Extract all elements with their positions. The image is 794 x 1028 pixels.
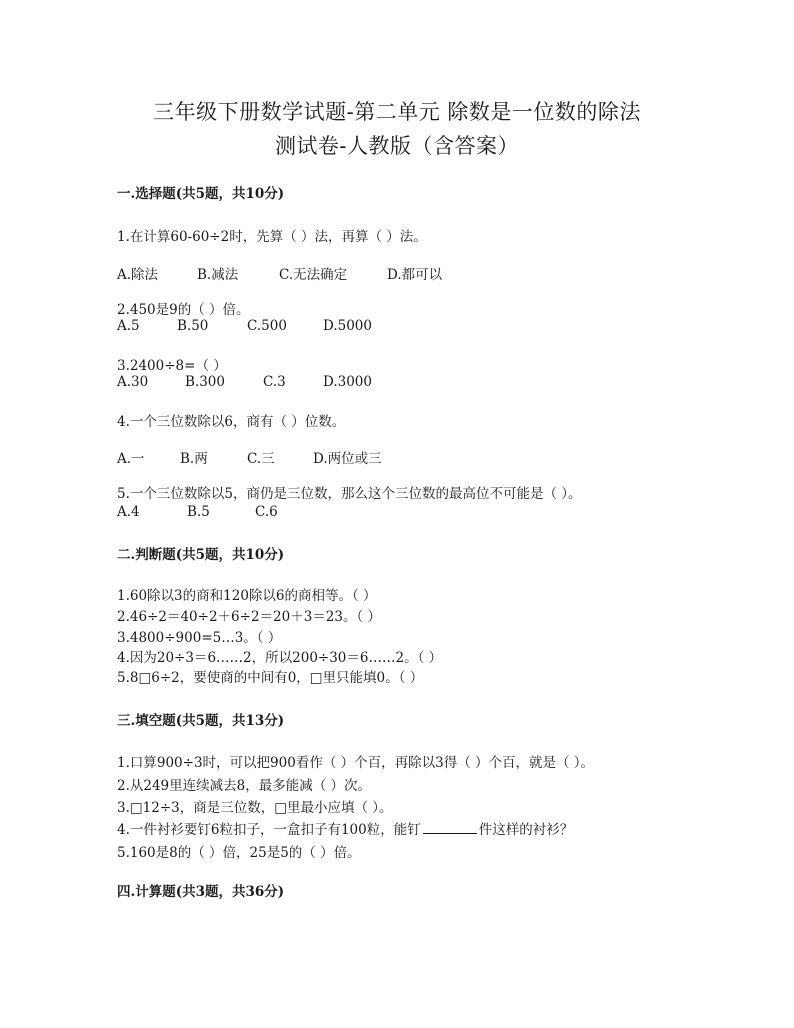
option: A.除法 xyxy=(117,267,159,283)
title-line-1: 三年级下册数学试题-第二单元 除数是一位数的除法 xyxy=(153,100,641,124)
option: C.6 xyxy=(255,504,278,520)
section-3-heading: 三.填空题(共5题，共13分) xyxy=(117,713,285,729)
s1-question-4: 4.一个三位数除以6，商有（ ）位数。 xyxy=(117,414,346,430)
option: C.无法确定 xyxy=(279,267,348,283)
option: A.一 xyxy=(117,451,145,467)
s3-q4-text-before: 4.一件衬衫要钉6粒扣子，一盒扣子有100粒，能钉 xyxy=(117,822,421,838)
option: B.300 xyxy=(185,374,225,390)
option: B.50 xyxy=(177,318,209,334)
s1-question-5: 5.一个三位数除以5，商仍是三位数，那么这个三位数的最高位不可能是（ ）。 xyxy=(117,486,582,502)
s1-question-1: 1.在计算60-60÷2时，先算（ ）法，再算（ ）法。 xyxy=(117,229,427,245)
s1-question-2: 2.450是9的（ ）倍。 xyxy=(117,302,250,318)
s3-question-1: 1.口算900÷3时，可以把900看作（ ）个百，再除以3得（ ）个百，就是（ ）。 xyxy=(117,755,595,771)
section-2-heading: 二.判断题(共5题，共10分) xyxy=(117,547,285,563)
option: C.500 xyxy=(247,318,287,334)
title-line-2: 测试卷-人教版（含答案） xyxy=(274,134,520,158)
option: D.5000 xyxy=(323,318,372,334)
option: B.5 xyxy=(187,504,210,520)
option: C.三 xyxy=(247,451,275,467)
option: B.两 xyxy=(180,451,208,467)
s3-q4-text-after: 件这样的衬衫？ xyxy=(478,822,574,838)
section-4-heading: 四.计算题(共3题，共36分) xyxy=(117,884,285,900)
s1-question-3: 3.2400÷8=（ ） xyxy=(117,358,227,374)
s3-question-4 xyxy=(117,818,573,838)
option: B.减法 xyxy=(197,267,239,283)
s2-question-2: 2.46÷2＝40÷2＋6÷2＝20＋3＝23。（ ） xyxy=(117,609,382,625)
s2-question-1: 1.60除以3的商和120除以6的商相等。（ ） xyxy=(117,588,377,604)
answer-blank[interactable] xyxy=(423,821,477,834)
option: D.都可以 xyxy=(387,267,443,283)
option: C.3 xyxy=(263,374,286,390)
s2-question-4: 4.因为20÷3＝6……2，所以200÷30＝6……2。（ ） xyxy=(117,650,443,666)
s3-question-3: 3.□12÷3，商是三位数，□里最小应填（ ）。 xyxy=(117,800,393,816)
option: A.4 xyxy=(117,504,140,520)
s2-question-5: 5.8□6÷2，要使商的中间有0，□里只能填0。（ ） xyxy=(117,670,424,686)
option: A.5 xyxy=(117,318,140,334)
option: A.30 xyxy=(117,374,149,390)
option: D.3000 xyxy=(323,374,372,390)
s2-question-3: 3.4800÷900=5…3。（ ） xyxy=(117,630,282,646)
s3-question-2: 2.从249里连续减去8，最多能减（ ）次。 xyxy=(117,778,372,794)
option: D.两位或三 xyxy=(313,451,382,467)
section-1-heading: 一.选择题(共5题，共10分) xyxy=(117,186,285,202)
s3-question-5: 5.160是8的（ ）倍，25是5的（ ）倍。 xyxy=(117,845,361,861)
